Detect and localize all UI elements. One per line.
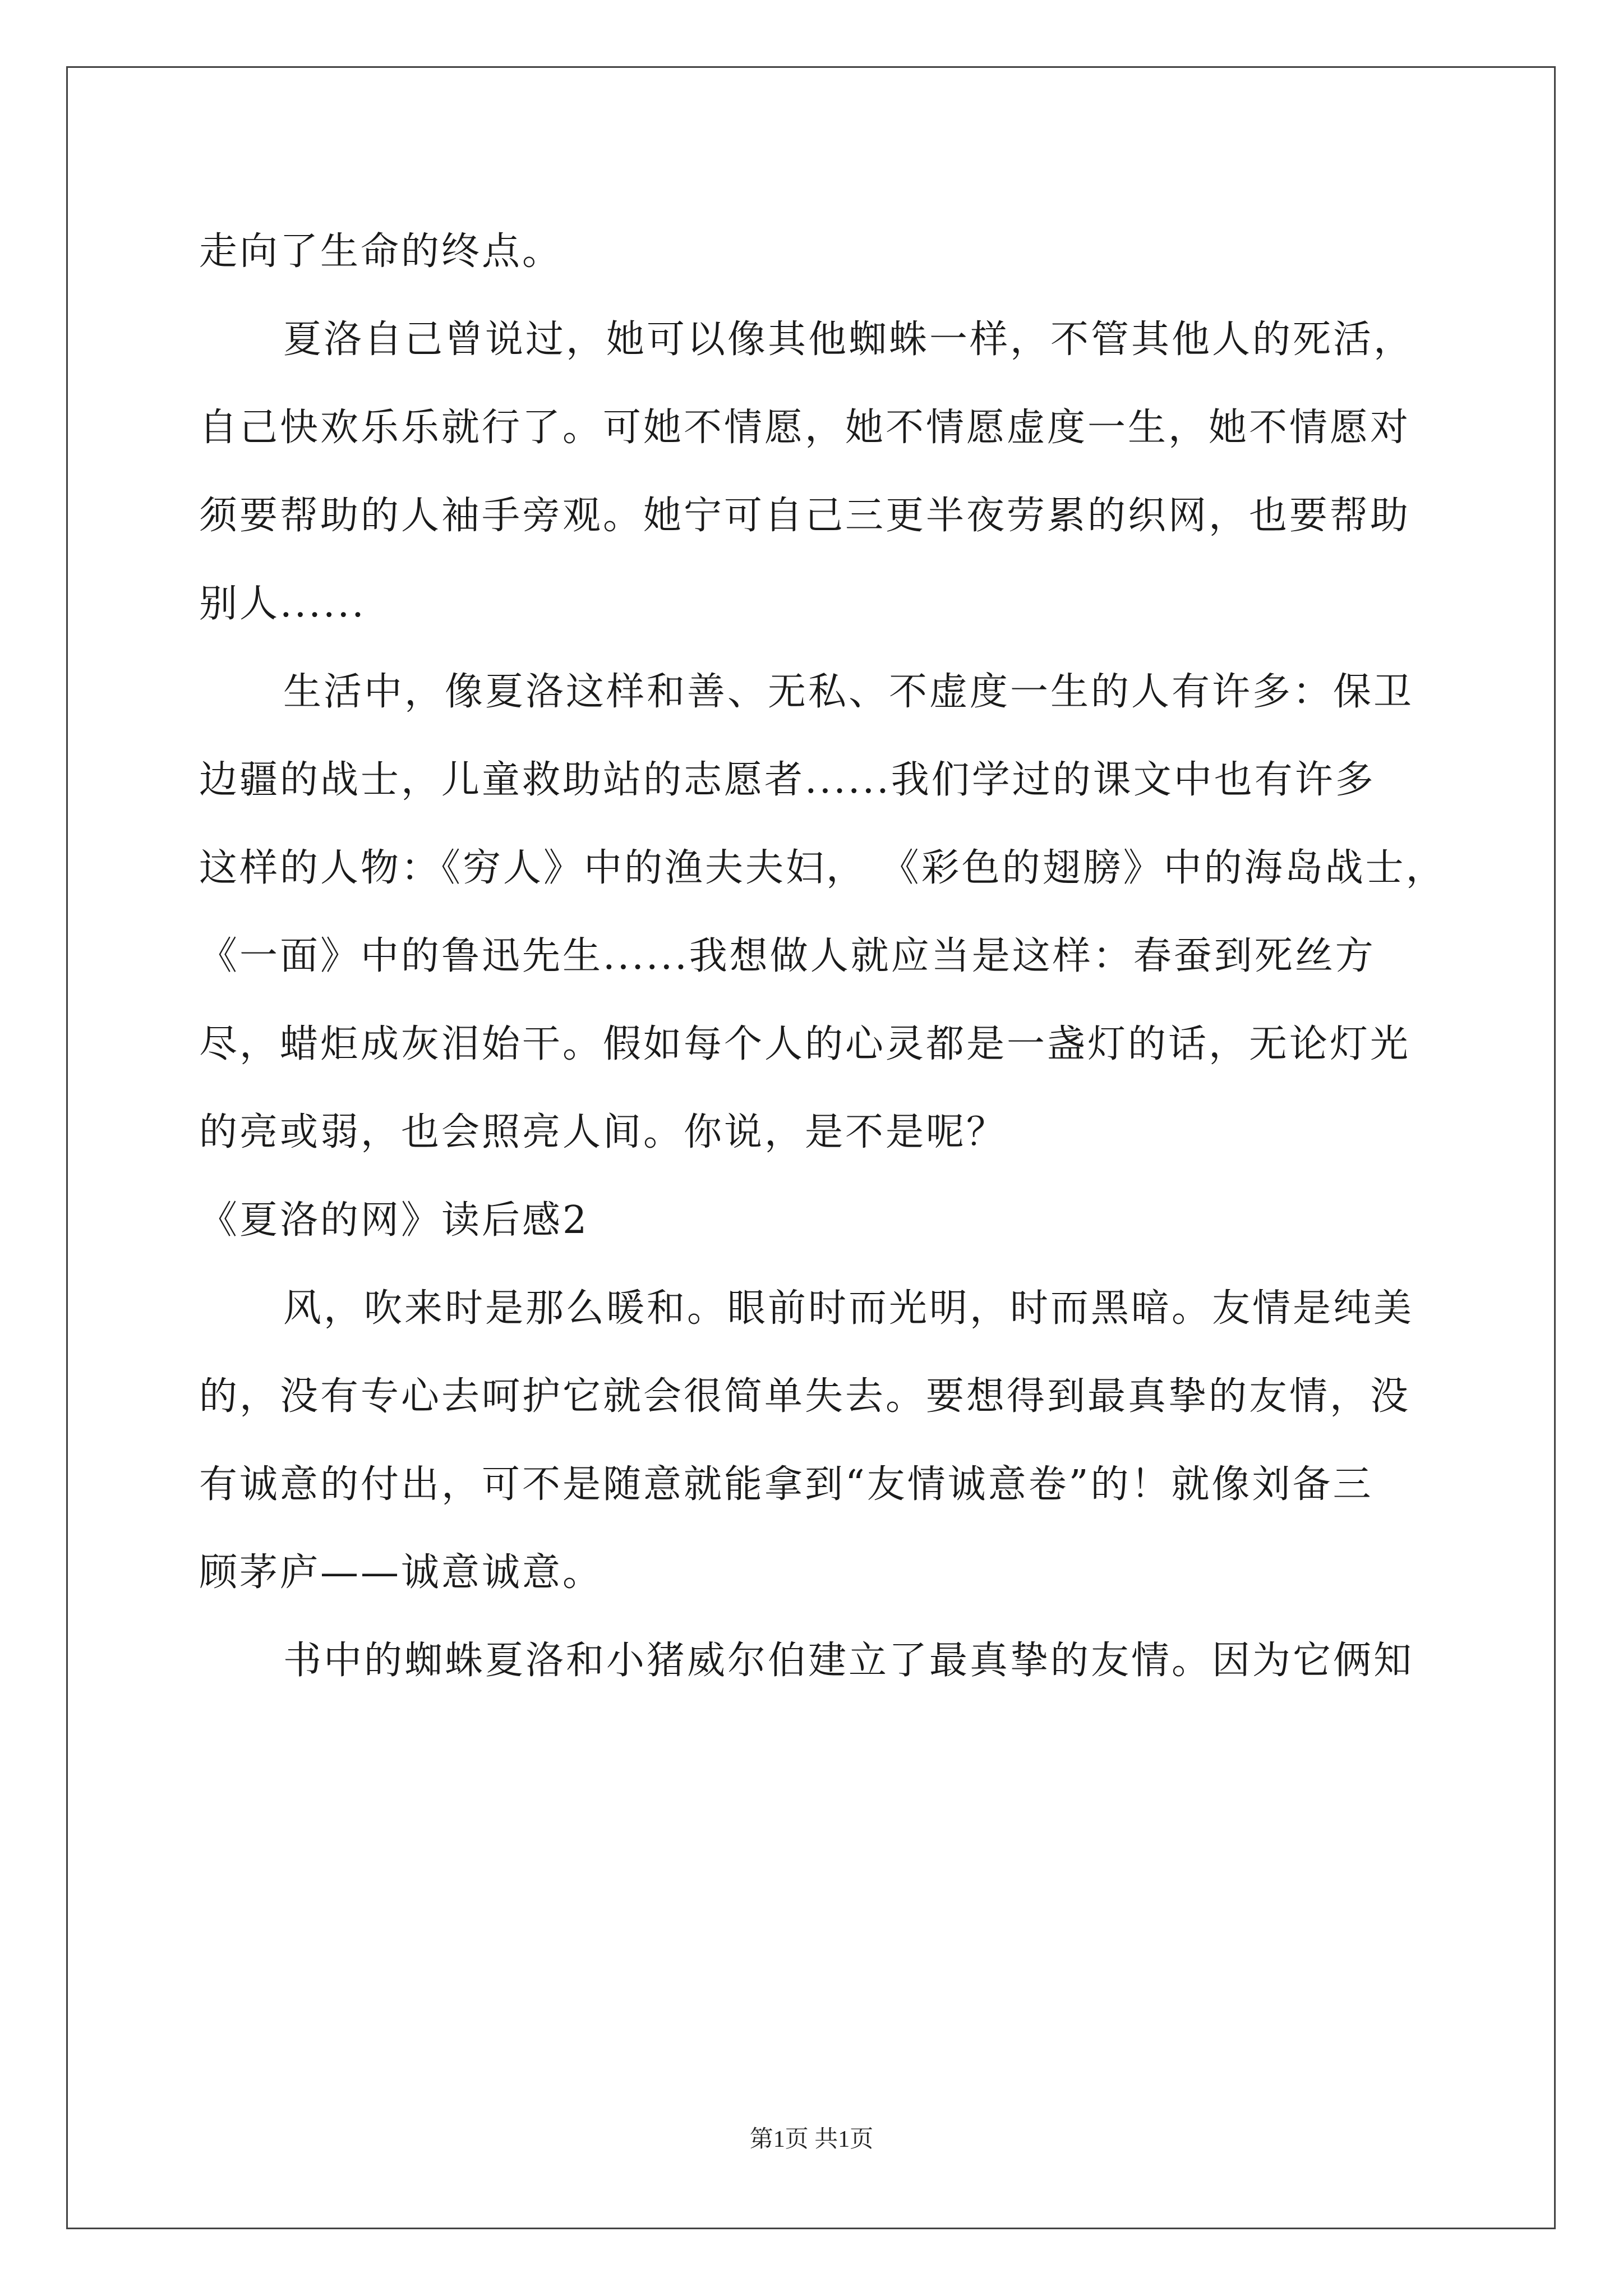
paragraph-line: 别人...... <box>199 582 366 626</box>
paragraph-line: 走向了生命的终点。 <box>199 229 563 274</box>
document-body <box>199 208 1446 1705</box>
paragraph-line: 夏洛自己曾说过，她可以像其他蜘蛛一样，不管其他人的死活， <box>283 318 1414 362</box>
paragraph-line: 的，没有专心去呵护它就会很简单失去。要想得到最真挚的友情，没 <box>199 1374 1411 1419</box>
page-footer: 第1页 共1页 <box>749 2127 874 2152</box>
paragraph-line: 这样的人物：《穷人》中的渔夫夫妇， 《彩色的翅膀》中的海岛战士， <box>199 846 1446 890</box>
paragraph-line: 《一面》中的鲁迅先生......我想做人就应当是这样：春蚕到死丝方 <box>199 934 1376 978</box>
paragraph-line: 风，吹来时是那么暖和。眼前时而光明，时而黑暗。友情是纯美 <box>283 1286 1414 1331</box>
paragraph-line: 须要帮助的人袖手旁观。她宁可自己三更半夜劳累的织网，也要帮助 <box>199 494 1411 538</box>
section-heading: 《夏洛的网》读后感2 <box>199 1198 589 1243</box>
paragraph-line: 顾茅庐——诚意诚意。 <box>199 1550 603 1595</box>
paragraph-line: 书中的蜘蛛夏洛和小猪威尔伯建立了最真挚的友情。因为它俩知 <box>283 1639 1414 1683</box>
paragraph-line: 边疆的战士，儿童救助站的志愿者......我们学过的课文中也有许多 <box>199 758 1376 802</box>
paragraph-line: 自己快欢乐乐就行了。可她不情愿，她不情愿虚度一生，她不情愿对 <box>199 406 1411 450</box>
paragraph-line: 尽，蜡炬成灰泪始干。假如每个人的心灵都是一盏灯的话，无论灯光 <box>199 1022 1411 1066</box>
paragraph-line: 的亮或弱，也会照亮人间。你说，是不是呢？ <box>199 1110 1007 1154</box>
paragraph-line: 有诚意的付出，可不是随意就能拿到“友情诚意卷”的！就像刘备三 <box>199 1462 1373 1507</box>
paragraph-line: 生活中，像夏洛这样和善、无私、不虚度一生的人有许多：保卫 <box>283 670 1414 714</box>
